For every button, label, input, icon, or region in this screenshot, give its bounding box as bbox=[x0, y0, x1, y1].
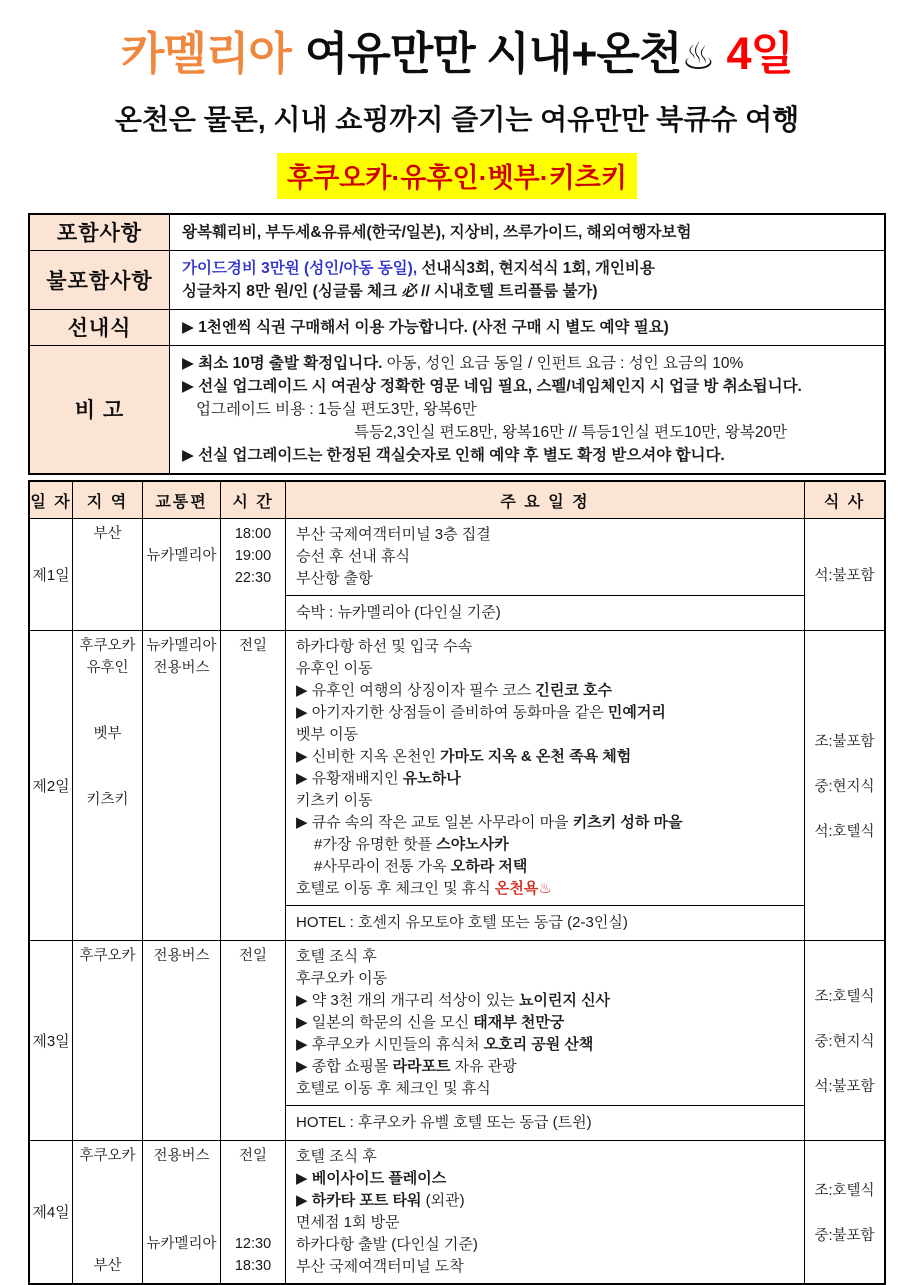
text-segment: ▶ 유황재배지인 bbox=[296, 769, 403, 787]
region-label: 후쿠오카 bbox=[79, 1147, 136, 1164]
time-label: 전일 bbox=[238, 1147, 267, 1164]
schedule-line bbox=[296, 1234, 794, 1256]
schedule-line bbox=[296, 856, 794, 878]
schedule-lines bbox=[286, 519, 804, 595]
text-segment: 必 bbox=[401, 282, 417, 300]
info-row-content bbox=[170, 215, 884, 250]
text-segment: 베이사이드 플레이스 bbox=[311, 1169, 447, 1187]
schedule-line bbox=[296, 524, 794, 546]
text-segment: ▶ bbox=[296, 1191, 312, 1209]
meal-label: 중:현지식 bbox=[814, 1033, 875, 1050]
col-header-meals: 식 사 bbox=[804, 482, 884, 518]
day-cell bbox=[30, 1141, 72, 1283]
time-label: 전일 bbox=[238, 947, 267, 964]
destinations-band-wrap bbox=[28, 153, 886, 199]
meal-label: 석:불포함 bbox=[814, 1078, 875, 1095]
info-row-label: 포함사항 bbox=[30, 215, 170, 250]
text-segment: ▶ 큐슈 속의 작은 교토 일본 사무라이 마을 bbox=[296, 813, 573, 831]
destinations-highlight: 후쿠오카·유후인·벳부·키츠키 bbox=[277, 153, 637, 199]
text-segment: ▶ bbox=[182, 446, 199, 464]
time-label: 18:30 bbox=[234, 1257, 272, 1274]
info-line bbox=[182, 421, 878, 444]
day-label: 제2일 bbox=[32, 777, 70, 795]
text-segment: 후쿠오카 이동 bbox=[296, 969, 388, 987]
text-segment: 면세점 1회 방문 bbox=[296, 1213, 400, 1231]
text-segment: 뇨이린지 신사 bbox=[518, 991, 611, 1009]
info-line bbox=[182, 444, 878, 467]
schedule-line bbox=[296, 546, 794, 568]
info-line bbox=[182, 257, 878, 280]
meal-label: 중:불포함 bbox=[814, 1227, 875, 1244]
schedule-line bbox=[296, 946, 794, 968]
text-segment: 선내식3회, 현지석식 1회, 개인비용 bbox=[417, 259, 655, 277]
text-segment: 키츠키 성하 마을 bbox=[572, 813, 683, 831]
schedule-line bbox=[296, 1212, 794, 1234]
schedule-line bbox=[296, 1146, 794, 1168]
text-segment: ▶ 유후인 여행의 상징이자 필수 코스 bbox=[296, 681, 536, 699]
region bbox=[72, 941, 142, 1140]
info-line bbox=[182, 398, 878, 421]
text-segment: ▶ 신비한 지옥 온천인 bbox=[296, 747, 441, 765]
schedule-line bbox=[296, 1078, 794, 1100]
info-row bbox=[30, 345, 884, 473]
schedule-line bbox=[296, 658, 794, 680]
text-segment: 아동, 성인 요금 동일 / 인펀트 요금 : 성인 요금의 10% bbox=[382, 354, 744, 372]
time-label: 18:00 bbox=[234, 525, 272, 542]
text-segment: 부산항 출항 bbox=[296, 569, 373, 587]
time bbox=[220, 631, 285, 940]
day-cell bbox=[30, 631, 72, 940]
transport-label: 전용버스 bbox=[153, 659, 210, 676]
schedule-line bbox=[296, 1168, 794, 1190]
info-row-content bbox=[170, 251, 884, 309]
day-label: 제1일 bbox=[32, 566, 70, 584]
text-segment: (외관) bbox=[421, 1191, 465, 1209]
text-segment: 부산 국제여객터미널 도착 bbox=[296, 1257, 464, 1275]
transport-label: 뉴카멜리아 bbox=[146, 547, 217, 564]
schedule-line bbox=[296, 680, 794, 702]
col-header-transport: 교통편 bbox=[142, 482, 220, 518]
title-days: 4일 bbox=[726, 28, 793, 79]
schedule-line bbox=[296, 746, 794, 768]
schedule-line bbox=[296, 878, 794, 900]
schedule-line bbox=[296, 1190, 794, 1212]
itinerary-day-row bbox=[30, 630, 884, 940]
time-label: 12:30 bbox=[234, 1235, 272, 1252]
itinerary-day-row bbox=[30, 518, 884, 630]
region-label: 벳부 bbox=[93, 725, 122, 742]
transport-label: 뉴카멜리아 bbox=[146, 637, 217, 654]
meal-label: 석:호텔식 bbox=[814, 823, 875, 840]
meals-cell bbox=[804, 1141, 884, 1283]
meal-label: 석:불포함 bbox=[814, 567, 875, 584]
schedule-line bbox=[296, 1256, 794, 1278]
text-segment: 하카다항 출발 (다인실 기준) bbox=[296, 1235, 478, 1253]
transport-label: 전용버스 bbox=[153, 947, 210, 964]
text-segment: 유후인 이동 bbox=[296, 659, 373, 677]
text-segment: ▶ bbox=[182, 354, 199, 372]
info-row bbox=[30, 309, 884, 345]
text-segment: 유노하나 bbox=[402, 769, 461, 787]
transport bbox=[142, 1141, 220, 1283]
schedule-line bbox=[296, 1056, 794, 1078]
text-segment: 태재부 천만궁 bbox=[473, 1013, 565, 1031]
itinerary-header-row bbox=[30, 482, 884, 518]
schedule-lines bbox=[286, 1141, 804, 1283]
hot-spring-icon: ♨ bbox=[681, 36, 715, 78]
info-row-label: 비 고 bbox=[30, 346, 170, 473]
schedule-cell bbox=[285, 631, 804, 940]
region bbox=[72, 1141, 142, 1283]
text-segment: ▶ 후쿠오카 시민들의 휴식처 bbox=[296, 1035, 484, 1053]
lodging-line: HOTEL : 호센지 유모토야 호텔 또는 동급 (2-3인실) bbox=[286, 905, 804, 940]
col-header-region: 지 역 bbox=[72, 482, 142, 518]
page-title bbox=[28, 28, 886, 80]
text-segment: 가마도 지옥 & 온천 족욕 체험 bbox=[440, 747, 632, 765]
meal-label: 조:호텔식 bbox=[814, 988, 875, 1005]
info-table bbox=[28, 213, 886, 475]
text-segment: 키츠키 이동 bbox=[296, 791, 373, 809]
region-label: 키츠키 bbox=[86, 791, 129, 808]
region bbox=[72, 519, 142, 630]
text-segment: ▶ bbox=[296, 1169, 312, 1187]
text-segment: 호텔 조식 후 bbox=[296, 1147, 377, 1165]
info-line bbox=[182, 375, 878, 398]
meals-cell bbox=[804, 519, 884, 630]
region-label: 유후인 bbox=[86, 659, 129, 676]
col-header-schedule: 주 요 일 정 bbox=[285, 482, 804, 518]
text-segment: #가장 유명한 핫플 bbox=[314, 835, 437, 853]
info-line bbox=[182, 316, 878, 339]
time bbox=[220, 1141, 285, 1283]
schedule-cell bbox=[285, 519, 804, 630]
text-segment: 선실 업그레이드는 한정된 객실숫자로 인해 예약 후 별도 확정 받으셔야 합니다. bbox=[198, 446, 725, 464]
day-label: 제3일 bbox=[32, 1032, 70, 1050]
text-segment: ▶ bbox=[182, 377, 199, 395]
text-segment: 가이드경비 3만원 (성인/아동 동일), bbox=[182, 259, 418, 277]
schedule-line bbox=[296, 790, 794, 812]
subtitle: 온천은 물론, 시내 쇼핑까지 즐기는 여유만만 북큐슈 여행 bbox=[114, 103, 800, 135]
text-segment: 왕복훼리비, 부두세&유류세(한국/일본), 지상비, 쓰루가이드, 해외여행자보험 bbox=[182, 223, 692, 241]
info-row-content bbox=[170, 310, 884, 345]
region-label: 후쿠오카 bbox=[79, 637, 136, 654]
text-segment: 특등2,3인실 편도8만, 왕복16만 // 특등1인실 편도10만, 왕복20만 bbox=[354, 423, 788, 441]
text-segment: 최소 10명 출발 확정입니다. bbox=[198, 354, 383, 372]
schedule-line bbox=[296, 812, 794, 834]
text-segment: ▶ 아기자기한 상점들이 즐비하여 동화마을 같은 bbox=[296, 703, 608, 721]
day-cell bbox=[30, 941, 72, 1140]
schedule-cell bbox=[285, 1141, 804, 1283]
transport-label: 뉴카멜리아 bbox=[146, 1235, 217, 1252]
time bbox=[220, 519, 285, 630]
travel-itinerary-document bbox=[28, 0, 886, 1285]
text-segment: 선실 업그레이드 시 여권상 정확한 영문 네임 필요, 스펠/네임체인지 시 업글 방 취소됩니다. bbox=[198, 377, 802, 395]
transport bbox=[142, 941, 220, 1140]
itinerary-day-row bbox=[30, 940, 884, 1140]
time bbox=[220, 941, 285, 1140]
schedule-lines bbox=[286, 941, 804, 1105]
text-segment: ▶ 약 3천 개의 개구리 석상이 있는 bbox=[296, 991, 519, 1009]
day-label: 제4일 bbox=[32, 1204, 70, 1222]
text-segment: 민예거리 bbox=[607, 703, 666, 721]
text-segment: 긴린코 호수 bbox=[535, 681, 613, 699]
text-segment: 호텔 조식 후 bbox=[296, 947, 377, 965]
meals-cell bbox=[804, 631, 884, 940]
col-header-date: 일 자 bbox=[30, 493, 72, 511]
lodging-line: HOTEL : 후쿠오카 유벨 호텔 또는 동급 (트윈) bbox=[286, 1105, 804, 1140]
text-segment: 호텔로 이동 후 체크인 및 휴식 bbox=[296, 1079, 491, 1097]
time-label: 19:00 bbox=[234, 547, 272, 564]
schedule-line bbox=[296, 1012, 794, 1034]
meals-cell bbox=[804, 941, 884, 1140]
schedule-line bbox=[296, 702, 794, 724]
schedule-line bbox=[296, 768, 794, 790]
itinerary-day-row bbox=[30, 1140, 884, 1283]
info-row-label: 선내식 bbox=[30, 310, 170, 345]
text-segment: 오하라 저택 bbox=[450, 857, 528, 875]
text-segment: 싱글차지 8만 원/인 (싱글룸 체크 bbox=[182, 282, 402, 300]
info-row-label: 불포함사항 bbox=[30, 251, 170, 309]
text-segment: 부산 국제여객터미널 3층 집결 bbox=[296, 525, 491, 543]
title-main: 여유만만 시내+온천 bbox=[304, 28, 682, 79]
schedule-lines bbox=[286, 631, 804, 905]
info-line bbox=[182, 221, 878, 244]
text-segment: 벳부 이동 bbox=[296, 725, 359, 743]
time-label: 22:30 bbox=[234, 569, 272, 586]
itinerary-table bbox=[28, 480, 886, 1285]
region-label: 부산 bbox=[93, 1257, 122, 1274]
schedule-line bbox=[296, 968, 794, 990]
text-segment: 하카타 포트 타워 bbox=[311, 1191, 422, 1209]
meal-label: 조:호텔식 bbox=[814, 1182, 875, 1199]
text-segment: 승선 후 선내 휴식 bbox=[296, 547, 410, 565]
region-label: 후쿠오카 bbox=[79, 947, 136, 964]
text-segment: 라라포트 bbox=[392, 1057, 451, 1075]
schedule-line bbox=[296, 834, 794, 856]
transport-label: 전용버스 bbox=[153, 1147, 210, 1164]
text-segment: 오호리 공원 산책 bbox=[483, 1035, 594, 1053]
schedule-line bbox=[296, 1034, 794, 1056]
schedule-line bbox=[296, 724, 794, 746]
text-segment: ▶ 종합 쇼핑몰 bbox=[296, 1057, 393, 1075]
brand-name: 카멜리아 bbox=[120, 28, 291, 79]
schedule-line bbox=[296, 990, 794, 1012]
lodging-line: 숙박 : 뉴카멜리아 (다인실 기준) bbox=[286, 595, 804, 630]
info-row bbox=[30, 250, 884, 309]
itinerary-body bbox=[30, 518, 884, 1283]
schedule-cell bbox=[285, 941, 804, 1140]
time-label: 전일 bbox=[238, 637, 267, 654]
info-row bbox=[30, 215, 884, 250]
schedule-line bbox=[296, 568, 794, 590]
text-segment: // 시내호텔 트리플룸 불가) bbox=[416, 282, 598, 300]
col-header-time: 시 간 bbox=[220, 482, 285, 518]
meal-label: 조:불포함 bbox=[814, 733, 875, 750]
text-segment: 하카다항 하선 및 입국 수속 bbox=[296, 637, 473, 655]
text-segment: ▶ 일본의 학문의 신을 모신 bbox=[296, 1013, 474, 1031]
text-segment: 스야노사카 bbox=[436, 835, 509, 853]
text-segment: 온천욕♨ bbox=[494, 879, 552, 897]
region bbox=[72, 631, 142, 940]
text-segment: #사무라이 전통 가옥 bbox=[314, 857, 451, 875]
info-line bbox=[182, 280, 878, 303]
day-cell bbox=[30, 519, 72, 630]
transport bbox=[142, 519, 220, 630]
text-segment: ▶ 1천엔씩 식권 구매해서 이용 가능합니다. (사전 구매 시 별도 예약 필요) bbox=[182, 318, 669, 336]
transport bbox=[142, 631, 220, 940]
info-line bbox=[182, 352, 878, 375]
text-segment: 호텔로 이동 후 체크인 및 휴식 bbox=[296, 879, 495, 897]
text-segment: 자유 관광 bbox=[450, 1057, 517, 1075]
region-label: 부산 bbox=[93, 525, 122, 542]
schedule-line bbox=[296, 636, 794, 658]
meal-label: 중:현지식 bbox=[814, 778, 875, 795]
info-row-content bbox=[170, 346, 884, 473]
text-segment: 업그레이드 비용 : 1등실 편도3만, 왕복6만 bbox=[196, 400, 477, 418]
